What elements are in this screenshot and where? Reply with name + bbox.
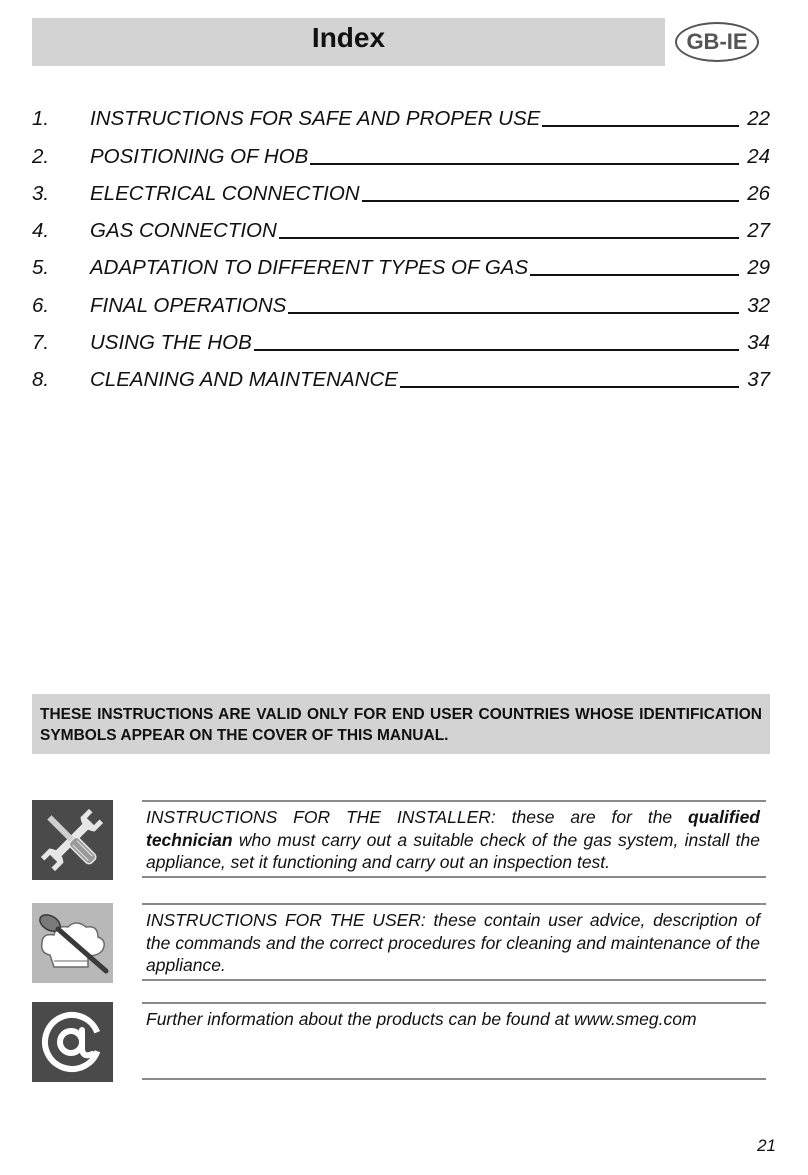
toc-page-number: 29 bbox=[747, 256, 770, 280]
index-title-bar bbox=[32, 18, 665, 66]
toc-number: 5. bbox=[32, 256, 50, 280]
toc-page-number: 24 bbox=[747, 144, 770, 168]
validity-notice: THESE INSTRUCTIONS ARE VALID ONLY FOR END USER COUNTRIES WHOSE IDENTIFICATION SYMBOLS APPEAR ON THE COVER OF THIS MANUAL. bbox=[32, 694, 770, 754]
page-number: 21 bbox=[757, 1136, 776, 1155]
toc-page-number: 37 bbox=[747, 368, 770, 392]
toc-title: INSTRUCTIONS FOR SAFE AND PROPER USE bbox=[90, 107, 541, 131]
toc-leader-line bbox=[254, 349, 739, 351]
toc-leader-line bbox=[400, 386, 739, 388]
toc-entry-5[interactable] bbox=[32, 243, 770, 280]
language-badge: GB-IE bbox=[675, 22, 759, 62]
toc-entry-1[interactable] bbox=[32, 94, 770, 131]
toc-entry-7[interactable] bbox=[32, 318, 770, 355]
toc-number: 2. bbox=[32, 144, 50, 168]
toc-title: USING THE HOB bbox=[90, 331, 252, 355]
toc-leader-line bbox=[310, 163, 739, 165]
toc-title: ELECTRICAL CONNECTION bbox=[90, 181, 360, 205]
table-of-contents bbox=[32, 94, 770, 392]
spoon-chef-hat-icon bbox=[32, 903, 113, 983]
toc-title: FINAL OPERATIONS bbox=[90, 293, 287, 317]
toc-entry-3[interactable] bbox=[32, 169, 770, 206]
installer-text-intro: INSTRUCTIONS FOR THE INSTALLER: these are for the bbox=[146, 807, 689, 827]
web-info-text-box: Further information about the products can be found at www.smeg.com bbox=[142, 1002, 766, 1080]
toc-entry-4[interactable] bbox=[32, 206, 770, 243]
at-sign-icon bbox=[32, 1002, 113, 1082]
user-text-box: INSTRUCTIONS FOR THE USER: these contain user advice, description of the commands and the correct procedures for cleaning and maintenance of the appliance. bbox=[142, 903, 766, 981]
toc-entry-8[interactable] bbox=[32, 355, 770, 392]
toc-entry-6[interactable] bbox=[32, 280, 770, 317]
toc-title: ADAPTATION TO DIFFERENT TYPES OF GAS bbox=[90, 256, 529, 280]
toc-number: 3. bbox=[32, 181, 50, 205]
toc-title: CLEANING AND MAINTENANCE bbox=[90, 368, 398, 392]
toc-number: 6. bbox=[32, 293, 50, 317]
toc-number: 4. bbox=[32, 219, 50, 243]
toc-page-number: 26 bbox=[747, 181, 770, 205]
page-title: Index bbox=[311, 22, 386, 53]
toc-leader-line bbox=[362, 200, 740, 202]
toc-page-number: 34 bbox=[747, 331, 770, 355]
toc-number: 1. bbox=[32, 107, 50, 131]
installer-text-emphasis: qualified technician bbox=[146, 807, 760, 850]
toc-leader-line bbox=[542, 125, 739, 127]
toc-title: POSITIONING OF HOB bbox=[90, 144, 309, 168]
installer-text-rest: who must carry out a suitable check of the gas system, install the appliance, set it functioning and carry out an inspection test. bbox=[146, 829, 760, 872]
tools-icon bbox=[32, 800, 113, 880]
installer-text-box bbox=[142, 800, 766, 878]
toc-title: GAS CONNECTION bbox=[90, 219, 277, 243]
toc-page-number: 27 bbox=[747, 219, 770, 243]
toc-page-number: 32 bbox=[747, 293, 770, 317]
toc-leader-line bbox=[288, 312, 739, 314]
toc-page-number: 22 bbox=[747, 107, 770, 131]
toc-leader-line bbox=[279, 237, 739, 239]
toc-number: 7. bbox=[32, 331, 50, 355]
toc-entry-2[interactable] bbox=[32, 131, 770, 168]
toc-number: 8. bbox=[32, 368, 50, 392]
toc-leader-line bbox=[530, 274, 739, 276]
